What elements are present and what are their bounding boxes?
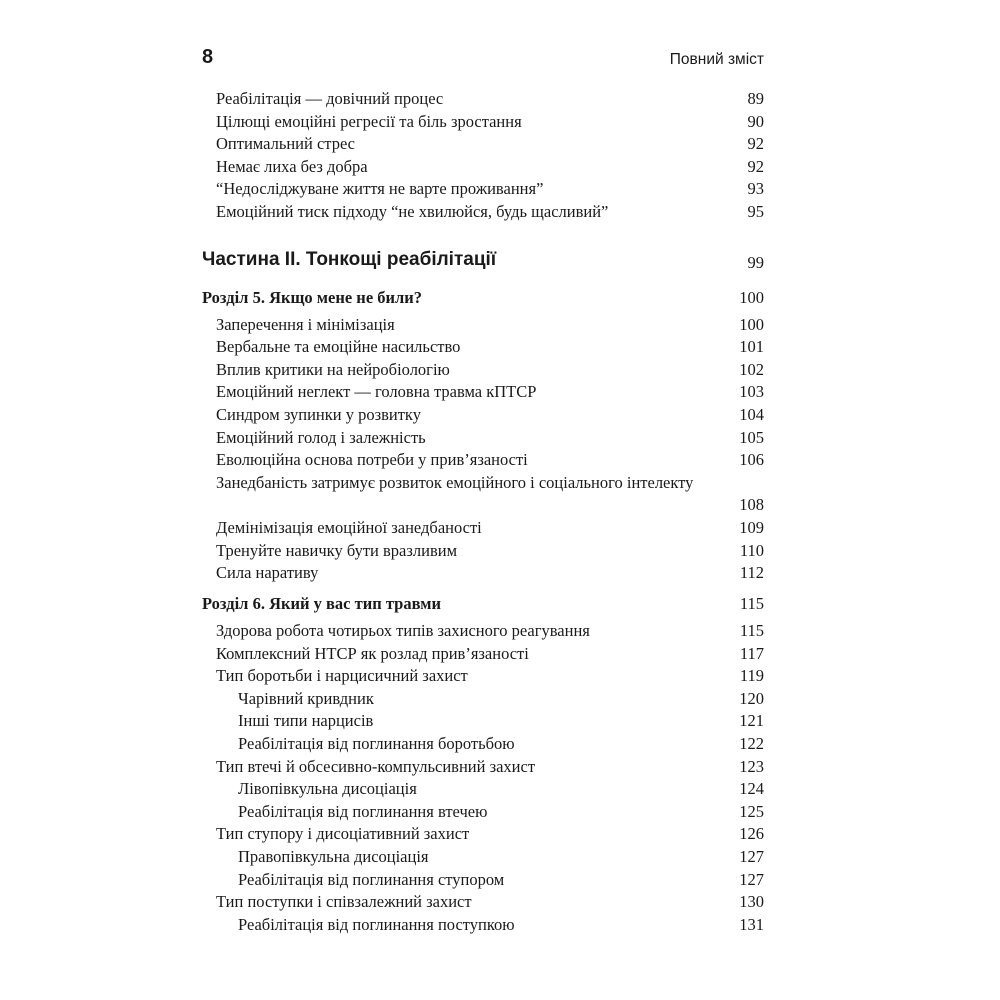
toc-entry-page: 126 <box>739 824 764 844</box>
toc-entry-title: Занедбаність затримує розвиток емоційного і соціального інтелекту <box>216 472 694 492</box>
toc-entry-title: Немає лиха без добра <box>216 156 368 176</box>
chapter-title: Розділ 6. Який у вас тип травми <box>202 593 441 613</box>
toc-entry-title: Тип боротьби і нарцисичний захист <box>216 666 468 686</box>
toc-entry-page: 106 <box>739 450 764 470</box>
toc-entry-page: 105 <box>739 427 764 447</box>
toc-entry-title: Синдром зупинки у розвитку <box>216 405 421 424</box>
toc-entry-title: Емоційний голод і залежність <box>216 427 426 447</box>
toc-entry-page: 115 <box>739 621 764 640</box>
toc-entry-page: 103 <box>739 382 764 402</box>
toc-entry-page: 127 <box>739 869 764 889</box>
toc-entry-page: 95 <box>747 202 764 221</box>
toc-entry-page: 90 <box>747 111 764 131</box>
toc-entry-title: Реабілітація від поглинання ступором <box>238 869 505 889</box>
toc-entry-page: 123 <box>739 756 764 776</box>
running-head: Повний зміст <box>669 51 764 68</box>
toc-entry-title: Реабілітація від поглинання поступкою <box>238 914 515 934</box>
page-number: 8 <box>202 46 214 68</box>
toc-entry-title: Еволюційна основа потреби у прив’язаності <box>216 450 528 470</box>
chapter-page: 115 <box>739 593 764 613</box>
toc-entry-title: Реабілітація від поглинання боротьбою <box>238 734 515 753</box>
toc-entry-title: Вплив критики на нейробіологію <box>216 359 450 379</box>
toc-entry-title: Тип втечі й обсесивно-компульсивний захист <box>216 756 536 776</box>
toc-entry-page: 92 <box>747 134 764 154</box>
toc-entry-page: 101 <box>739 337 764 357</box>
part-title: Частина ІІ. Тонкощі реабілітації <box>202 249 497 270</box>
toc-entry-title: Тренуйте навичку бути вразливим <box>216 540 458 560</box>
toc-entry-title: Реабілітація — довічний процес <box>216 89 444 108</box>
toc-entry-page: 109 <box>739 518 764 537</box>
toc-entry-page: 100 <box>739 314 764 334</box>
toc-entry-title: Здорова робота чотирьох типів захисного реагування <box>216 621 590 640</box>
toc-entry-page: 121 <box>739 711 764 731</box>
toc-entry-page: 117 <box>739 643 764 663</box>
toc-entry-title: Сила наративу <box>216 563 319 583</box>
toc-entry-page: 120 <box>739 688 764 708</box>
toc-entry-title: Емоційний неглект — головна травма кПТСР <box>216 382 537 402</box>
toc-entry-page: 130 <box>739 892 764 912</box>
toc-entry-title: Реабілітація від поглинання втечею <box>238 801 488 821</box>
toc-entry-page: 89 <box>747 89 764 108</box>
toc-entry-title: Чарівний кривдник <box>238 688 374 708</box>
toc-entry-page: 125 <box>739 801 764 821</box>
toc-entry-page: 93 <box>747 179 764 199</box>
toc-entry-page: 131 <box>739 914 764 934</box>
toc-entry-page: 108 <box>739 495 764 515</box>
toc-entry-page: 112 <box>739 563 764 583</box>
part-page: 99 <box>747 253 764 272</box>
chapter-page: 100 <box>739 288 764 307</box>
toc-entry-page: 124 <box>739 779 764 799</box>
toc-entry-title: Тип ступору і дисоціативний захист <box>216 824 470 844</box>
toc-entry-page: 119 <box>739 666 764 686</box>
toc-entry-page: 102 <box>739 359 764 379</box>
toc-entry-title: Оптимальний стрес <box>216 134 356 154</box>
toc-entry-page: 122 <box>739 734 764 753</box>
chapter-title: Розділ 5. Якщо мене не били? <box>202 288 423 307</box>
toc-entry-title: “Недосліджуване життя не варте проживання” <box>216 179 544 199</box>
toc-entry-page: 110 <box>739 540 764 560</box>
toc-entry-title: Емоційний тиск підходу “не хвилюйся, будь щасливий” <box>216 202 609 221</box>
toc-entry-title: Лівопівкульна дисоціація <box>238 779 417 799</box>
toc-entry-title: Демінімізація емоційної занедбаності <box>216 518 482 537</box>
toc-entry-page: 127 <box>739 847 764 866</box>
toc-entry-title: Заперечення і мінімізація <box>216 314 395 334</box>
toc-entry-title: Інші типи нарцисів <box>238 711 374 731</box>
toc-entry-title: Вербальне та емоційне насильство <box>216 337 461 357</box>
toc-entry-title: Правопівкульна дисоціація <box>238 847 429 866</box>
toc-entry-page: 104 <box>739 405 764 424</box>
toc-entry-page: 92 <box>747 156 764 176</box>
toc-entry-title: Комплексний НТСР як розлад прив’язаності <box>216 643 529 663</box>
toc-entry-title: Тип поступки і співзалежний захист <box>216 892 472 912</box>
toc-entry-title: Цілющі емоційні регресії та біль зростання <box>216 111 522 131</box>
